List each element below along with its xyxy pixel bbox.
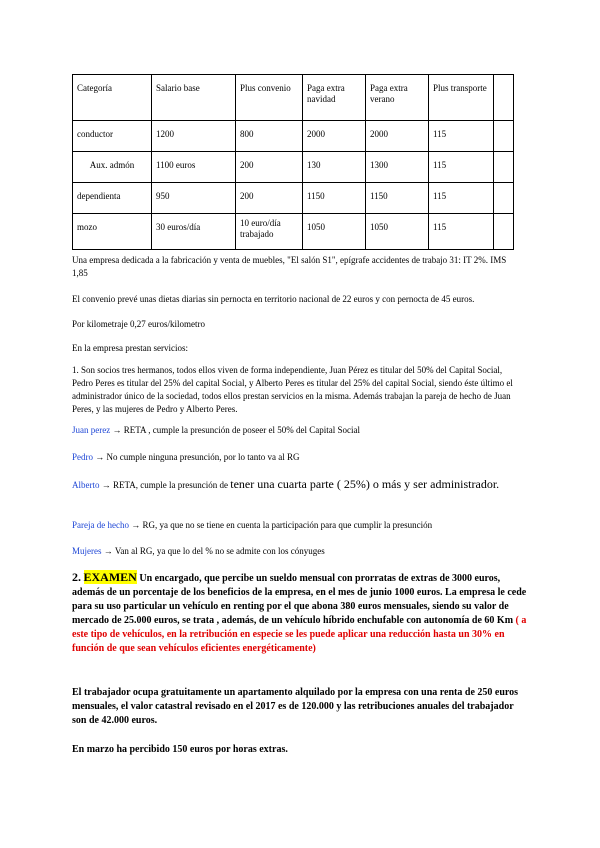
answer-pareja [72, 519, 517, 532]
table-header-cell: Plus convenio [236, 75, 303, 121]
answer-pedro-name: Pedro [72, 452, 93, 462]
table-header-cell: Paga extra navidad [303, 75, 366, 121]
intro-servicios: En la empresa prestan servicios: [72, 343, 188, 353]
table-header-cell: Paga extra verano [366, 75, 429, 121]
table-cell: 2000 [303, 121, 366, 152]
table-row [73, 183, 514, 214]
table-header-cell: Plus transporte [429, 75, 494, 121]
answer-mujeres [72, 545, 517, 558]
table-cell: 950 [152, 183, 236, 214]
table-cell: 115 [429, 152, 494, 183]
examen-text: Un encargado, que percibe un sueldo mensual con prorratas de extras de 3000 euros, además de un porcentaje de los beneficios de la empresa, en el mes de junio 1000 euros. La empresa le cede para su uso particular un vehículo en renting por el que abona 380 euros mensuales, siendo su valor de mercado de 25.000 euros, se trata , además, de un vehículo híbrido enchufable con autonomía de 60 Km [72, 573, 527, 626]
table-cell: 200 [236, 183, 303, 214]
table-cell: mozo [73, 214, 152, 250]
intro-punto1: 1. Son socios tres hermanos, todos ellos viven de forma independiente, Juan Pérez es titular del 50% del Capital Social, Pedro Peres es titular del 25% del capital Social, y Alberto Peres es titular del 25% del capital Social, siendo éste último el administrador único de la sociedad, todos ellos prestan servicios en la misma. Además trabajan la pareja de hecho de Juan Peres, y las mujeres de Pedro y Alberto Peres. [72, 365, 513, 414]
table-cell [494, 214, 514, 250]
table-cell: 115 [429, 183, 494, 214]
table-cell: conductor [73, 121, 152, 152]
table-header-cell: Categoría [73, 75, 152, 121]
answer-juan-name: Juan perez [72, 425, 111, 435]
answer-mujeres-name: Mujeres [72, 546, 102, 556]
answer-juan-text: → RETA , cumple la presunción de poseer el 50% del Capital Social [110, 425, 360, 435]
intro-convenio: El convenio prevé unas dietas diarias sin pernocta en territorio nacional de 22 euros y con pernocta de 45 euros. [72, 294, 475, 304]
examen-number: 2. [72, 570, 81, 584]
examen-paragraph [72, 570, 528, 656]
table-cell: 1200 [152, 121, 236, 152]
table-cell: 2000 [366, 121, 429, 152]
table-cell: 1300 [366, 152, 429, 183]
answer-pedro [72, 451, 517, 464]
table-cell: 1100 euros [152, 152, 236, 183]
table-row [73, 214, 514, 250]
table-cell: 10 euro/día trabajado [236, 214, 303, 250]
table-header-cell [494, 75, 514, 121]
answer-pedro-text: → No cumple ninguna presunción, por lo tanto va al RG [93, 452, 300, 462]
table-row [73, 152, 514, 183]
answer-juan [72, 424, 517, 437]
examen-apartamento: El trabajador ocupa gratuitamente un apartamento alquilado por la empresa con una renta de 250 euros mensuales, el valor catastral revisado en el 2017 es de 120.000 y las retribuciones anuales del trabajador son de 42.000 euros. [72, 687, 519, 726]
intro-kilometraje: Por kilometraje 0,27 euros/kilometro [72, 319, 205, 329]
table-header-cell: Salario base [152, 75, 236, 121]
table-cell [494, 121, 514, 152]
table-cell: 115 [429, 214, 494, 250]
table-cell: dependienta [73, 183, 152, 214]
table-header-row [73, 75, 514, 121]
table-cell: 1150 [366, 183, 429, 214]
table-cell: 1050 [366, 214, 429, 250]
intro-empresa: Una empresa dedicada a la fabricación y venta de muebles, "El salón S1", epígrafe accidentes de trabajo 31: IT 2%. IMS 1,85 [72, 255, 507, 278]
table-cell: 800 [236, 121, 303, 152]
table-cell [494, 183, 514, 214]
examen-horas-extras: En marzo ha percibido 150 euros por horas extras. [72, 744, 288, 755]
table-row [73, 121, 514, 152]
answer-alberto-text: → RETA, cumple la presunción de [99, 480, 231, 490]
table-cell: 1150 [303, 183, 366, 214]
table-cell [494, 152, 514, 183]
answer-pareja-text: → RG, ya que no se tiene en cuenta la participación para que cumplir la presunción [128, 520, 433, 530]
table-cell: 1050 [303, 214, 366, 250]
table-cell: Aux. admón [73, 152, 152, 183]
table-cell: 130 [303, 152, 366, 183]
table-cell: 30 euros/día [152, 214, 236, 250]
answer-alberto-name: Alberto [72, 480, 100, 490]
examen-label: EXAMEN [83, 570, 137, 584]
answer-alberto [72, 476, 517, 493]
answer-mujeres-text: → Van al RG, ya que lo del % no se admite con los cónyuges [101, 546, 325, 556]
table-cell: 115 [429, 121, 494, 152]
answer-alberto-emphasis: tener una cuarta parte ( 25%) o más y ser administrador. [230, 477, 500, 491]
answer-pareja-name: Pareja de hecho [72, 520, 129, 530]
table-cell: 200 [236, 152, 303, 183]
salary-table [72, 74, 514, 250]
examen-note: ( a este tipo de vehículos, en la retribución en especie se les puede aplicar una reducción hasta un 30% en función de que sean vehículos eficientes energéticamente) [72, 615, 527, 654]
